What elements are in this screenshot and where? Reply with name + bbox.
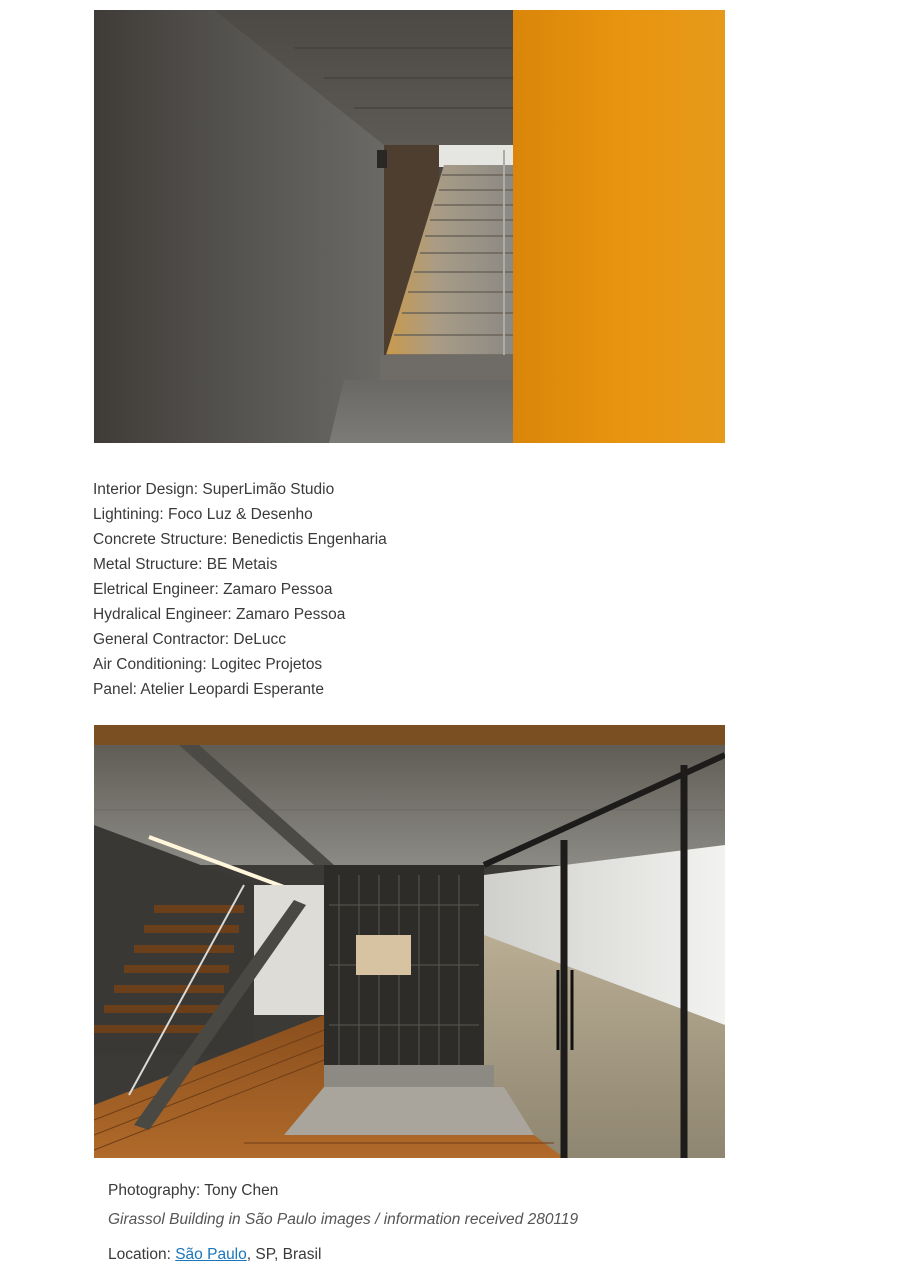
credit-item: Lightining: Foco Luz & Desenho (93, 506, 313, 523)
location-prefix: Location: (108, 1246, 176, 1263)
stairwell-photo (94, 10, 725, 443)
credit-item: Concrete Structure: Benedictis Engenharia (93, 531, 387, 548)
elevator-photo (94, 725, 725, 1158)
photography-credit: Photography: Tony Chen (108, 1182, 279, 1199)
credit-item: Interior Design: SuperLimão Studio (93, 481, 335, 498)
project-credits-list (93, 477, 387, 702)
credit-item: Air Conditioning: Logitec Projetos (93, 656, 323, 673)
credit-item: Hydralical Engineer: Zamaro Pessoa (93, 606, 346, 623)
image-caption: Girassol Building in São Paulo images / information received 280119 (108, 1211, 579, 1228)
credit-item: General Contractor: DeLucc (93, 631, 286, 648)
credit-item: Metal Structure: BE Metais (93, 556, 278, 573)
credit-item: Eletrical Engineer: Zamaro Pessoa (93, 581, 333, 598)
location-suffix: , SP, Brasil (246, 1246, 322, 1263)
location-link-sao-paulo[interactable]: São Paulo (175, 1246, 247, 1263)
location-line (108, 1246, 321, 1264)
credit-item: Panel: Atelier Leopardi Esperante (93, 681, 324, 698)
